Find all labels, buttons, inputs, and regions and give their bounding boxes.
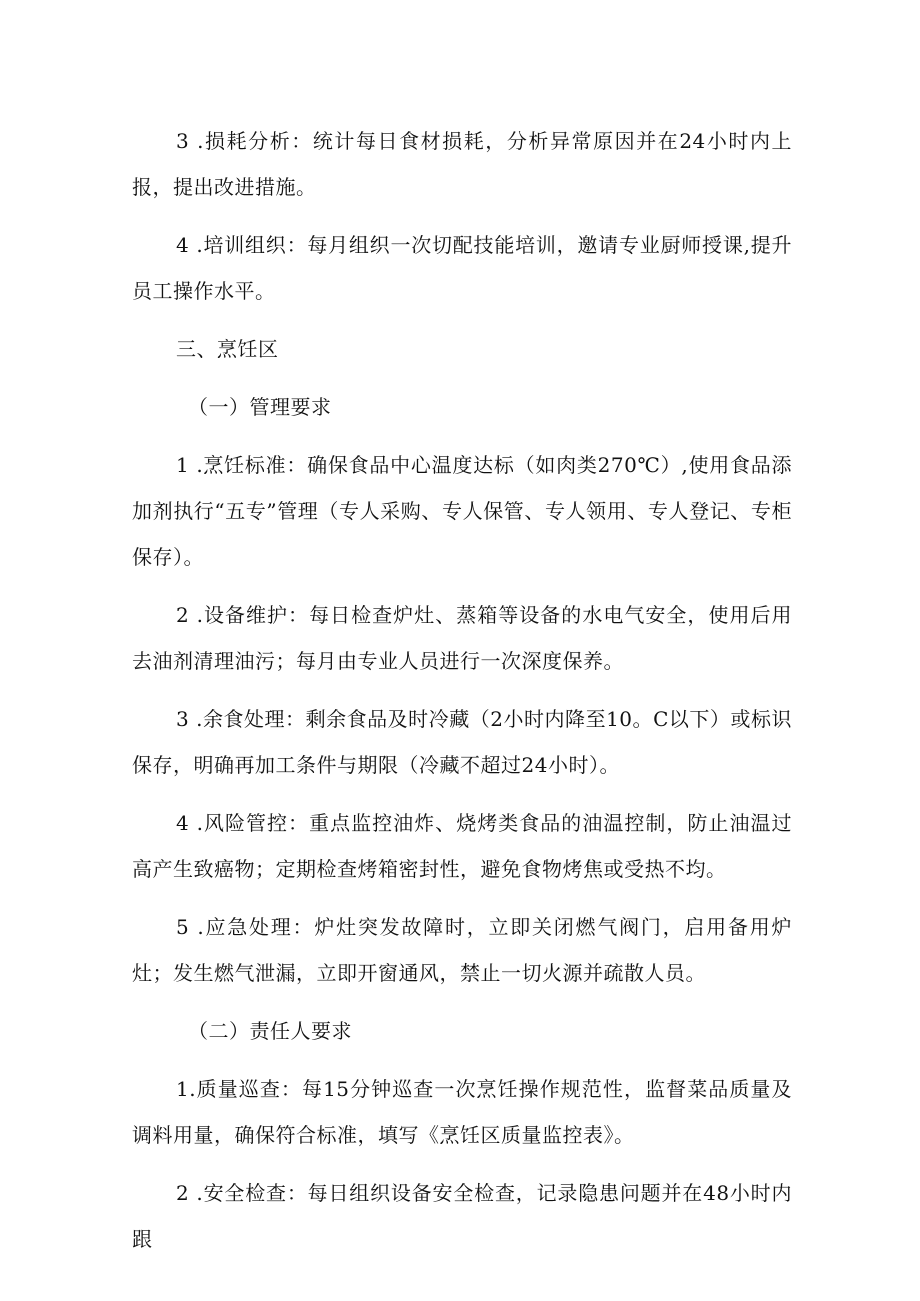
paragraph-equipment-maintenance: 2 .设备维护：每日检查炉灶、蒸箱等设备的水电气安全，使用后用去油剂清理油污；每月由专业人员进行一次深度保养。	[132, 603, 792, 673]
section-heading-cooking-area: 三、烹饪区	[176, 337, 279, 361]
paragraph-emergency-handling: 5 .应急处理：炉灶突发故障时，立即关闭燃气阀门，启用备用炉灶；发生燃气泄漏，立即开窗通风，禁止一切火源并疏散人员。	[132, 915, 792, 985]
paragraph-risk-control: 4 .风险管控：重点监控油炸、烧烤类食品的油温控制，防止油温过高产生致癌物；定期检查烤箱密封性，避免食物烤焦或受热不均。	[132, 811, 792, 881]
paragraph-quality-inspection: 1.质量巡查：每15分钟巡查一次烹饪操作规范性，监督菜品质量及调料用量，确保符合标准，填写《烹饪区质量监控表》。	[132, 1077, 792, 1147]
paragraph-training: 4 .培训组织：每月组织一次切配技能培训，邀请专业厨师授课,提升员工操作水平。	[132, 233, 792, 303]
paragraph-leftover-handling: 3 .余食处理：剩余食品及时冷藏（2小时内降至10。C以下）或标识保存，明确再加工条件与期限（冷藏不超过24小时）。	[132, 707, 792, 777]
subsection-heading-management: （一）管理要求	[188, 395, 332, 419]
paragraph-cooking-standard: 1 .烹饪标准：确保食品中心温度达标（如肉类270℃）,使用食品添加剂执行“五专”管理（专人采购、专人保管、专人领用、专人登记、专柜保存）。	[132, 453, 792, 569]
paragraph-loss-analysis: 3 .损耗分析：统计每日食材损耗，分析异常原因并在24小时内上报，提出改进措施。	[132, 129, 792, 199]
paragraph-safety-check: 2 .安全检查：每日组织设备安全检查，记录隐患问题并在48小时内跟	[132, 1181, 792, 1251]
subsection-heading-responsible-person: （二）责任人要求	[188, 1019, 352, 1043]
